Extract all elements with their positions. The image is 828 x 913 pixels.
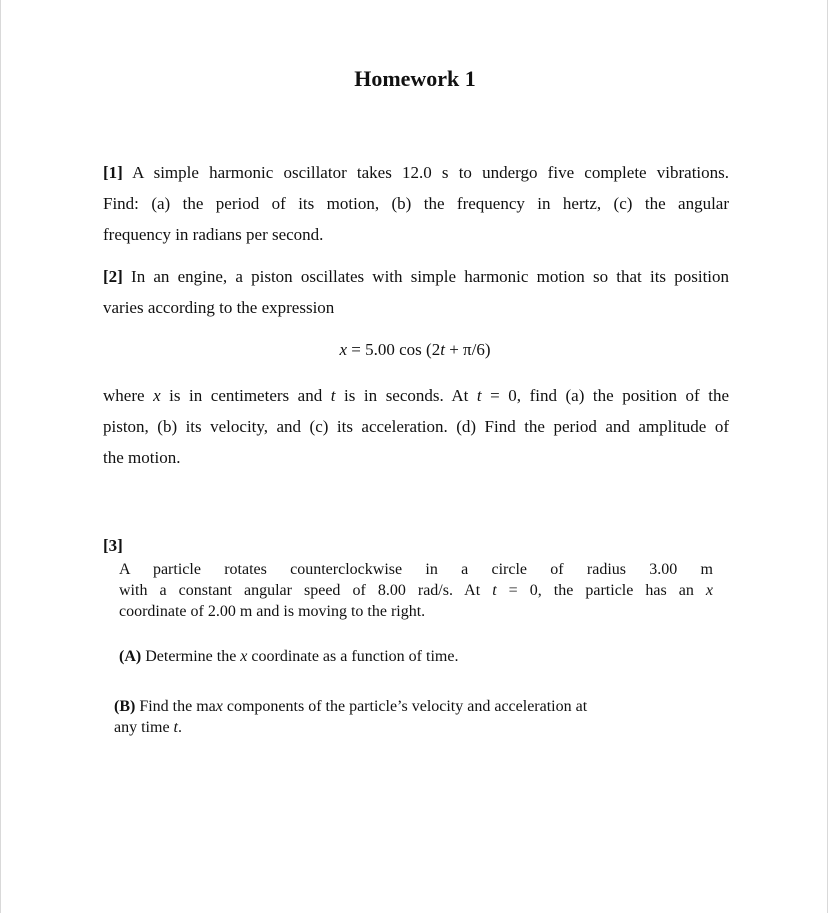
p2-text-c: is in seconds. At: [335, 386, 477, 405]
problem-3-part-b: [114, 696, 734, 738]
p3-text-b: = 0, the particle has an: [496, 582, 706, 599]
part-a-var-x: x: [240, 648, 248, 665]
problem-1-line-2: Find: (a) the period of its motion, (b) the frequency in hertz, (c) the angular: [103, 194, 729, 213]
problem-2-line-2: varies according to the expression: [103, 298, 335, 317]
problem-3-number: [3]: [103, 536, 123, 555]
part-a-text-a: Determine the: [141, 648, 241, 665]
problem-1: [103, 157, 729, 250]
problem-2-body-line-1: [103, 380, 729, 411]
p3-var-x: x: [705, 582, 713, 599]
problem-1-line-1: [103, 157, 729, 188]
p3-var-t: t: [492, 582, 497, 599]
problem-2-body: [103, 380, 729, 473]
page-title: Homework 1: [354, 66, 476, 91]
problem-1-number: [1]: [103, 163, 123, 182]
problem-2-number: [2]: [103, 267, 123, 286]
part-a-text-b: coordinate as a function of time.: [247, 648, 459, 665]
equation-rhs-b: + π/6): [444, 340, 491, 359]
part-b-label: (B): [114, 698, 136, 715]
p2-var-t2: t: [476, 386, 482, 405]
problem-3-line-2: [119, 580, 713, 601]
part-a-label: (A): [119, 648, 142, 665]
equation-rhs-a: = 5.00 cos (2: [347, 340, 441, 359]
part-b-line-2-text: any time: [114, 719, 174, 736]
problem-1-text-1: A simple harmonic oscillator takes 12.0 s to undergo five complete vibrations.: [132, 163, 730, 182]
equation-t: t: [440, 340, 445, 359]
problem-2-line-1: [103, 261, 729, 292]
p2-text-b: is in centimeters and: [160, 386, 331, 405]
problem-3-line-3: coordinate of 2.00 m and is moving to the right.: [119, 603, 426, 620]
problem-1-line-3: frequency in radians per second.: [103, 225, 324, 244]
part-b-var-t: t: [173, 719, 178, 736]
problem-2-body-line-2: piston, (b) its velocity, and (c) its acceleration. (d) Find the period and amplitude of: [103, 417, 729, 436]
p3-text-a: with a constant angular speed of 8.00 rad/s. At: [119, 582, 493, 599]
equation-lhs: x: [339, 340, 348, 359]
problem-3-line-1: A particle rotates counterclockwise in a circle of radius 3.00 m: [119, 561, 713, 578]
part-b-text-a: Find the ma: [135, 698, 216, 715]
p2-var-t: t: [330, 386, 336, 405]
problem-2-intro: [103, 261, 729, 323]
problem-2-text-1: In an engine, a piston oscillates with simple harmonic motion so that its position: [131, 267, 730, 286]
part-b-text-b: components of the particle’s velocity and acceleration at: [222, 698, 588, 715]
p2-text-d: = 0, find (a) the position of the: [481, 386, 730, 405]
part-b-line-2-end: .: [178, 719, 182, 736]
problem-3-text: [119, 559, 713, 622]
p2-var-x: x: [153, 386, 161, 405]
problem-2-equation: [1, 340, 828, 360]
p2-text-a: where: [103, 386, 154, 405]
problem-3-part-a: [119, 646, 719, 667]
part-b-var-x: x: [215, 698, 223, 715]
problem-2-body-line-3: the motion.: [103, 448, 181, 467]
